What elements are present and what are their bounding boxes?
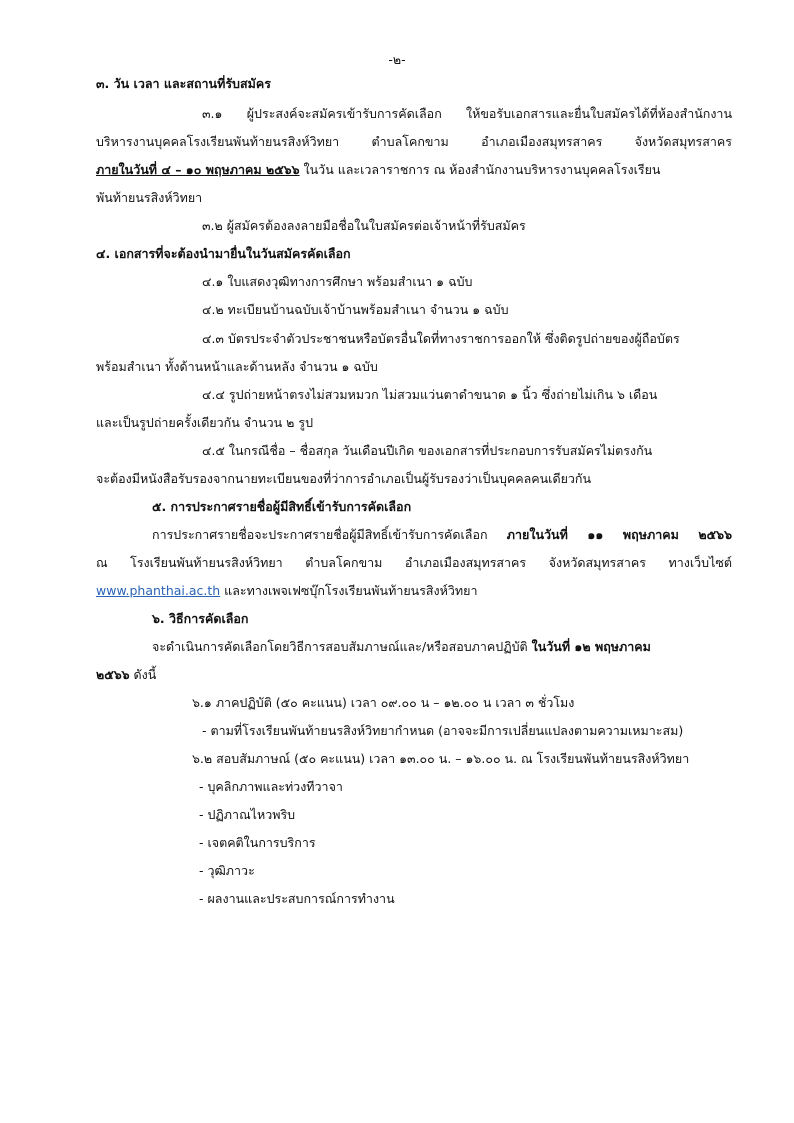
interview-exam: ๖.๒ สอบสัมภาษณ์ (๕๐ คะแนน) เวลา ๑๓.๐๐ น. – ๑๖.๐๐ น. ณ โรงเรียนพันท้ายนรสิงห์วิทยา (192, 751, 690, 766)
section-6-line1-text: จะดำเนินการคัดเลือกโดยวิธีการสอบสัมภาษณ์และ/หรือสอบภาคปฏิบัติ (152, 639, 532, 654)
section-3-1-line1: ๓.๑ ผู้ประสงค์จะสมัครเข้ารับการคัดเลือก ให้ขอรับเอกสารและยื่นใบสมัครได้ที่ห้องสำนักงาน (202, 106, 732, 121)
interview-criterion: - ปฏิภาณไหวพริบ (199, 807, 296, 822)
doc-item-4-1: ๔.๑ ใบแสดงวุฒิทางการศึกษา พร้อมสำเนา ๑ ฉบับ (202, 274, 473, 289)
page-number: -๒- (388, 52, 406, 67)
selection-year: ๒๕๖๖ (96, 667, 130, 682)
doc-item-4-4-line2: และเป็นรูปถ่ายครั้งเดียวกัน จำนวน ๒ รูป (96, 415, 314, 430)
interview-criterion: - เจตคติในการบริการ (199, 835, 316, 850)
section-4-heading: ๔. เอกสารที่จะต้องนำมายื่นในวันสมัครคัดเลือก (96, 246, 351, 261)
section-5-line3-rest: และทางเพจเฟซบุ๊กโรงเรียนพันท้ายนรสิงห์วิทยา (220, 583, 478, 598)
section-6-line2-rest: ดังนี้ (129, 667, 157, 682)
section-5-line1 (152, 525, 732, 545)
selection-date: ในวันที่ ๑๒ พฤษภาคม (531, 639, 651, 654)
section-5-line1-text: การประกาศรายชื่อจะประกาศรายชื่อผู้มีสิทธิ์เข้ารับการคัดเลือก (152, 527, 507, 542)
doc-item-4-3-line2: พร้อมสำเนา ทั้งด้านหน้าและด้านหลัง จำนวน ๑ ฉบับ (96, 359, 378, 374)
doc-item-4-5-line2: จะต้องมีหนังสือรับรองจากนายทะเบียนของที่ว่าการอำเภอเป็นผู้รับรองว่าเป็นบุคคลคนเดียวกัน (96, 471, 592, 486)
section-6-heading: ๖. วิธีการคัดเลือก (152, 611, 249, 626)
section-6-line1 (152, 637, 651, 657)
doc-item-4-2: ๔.๒ ทะเบียนบ้านฉบับเจ้าบ้านพร้อมสำเนา จำนวน ๑ ฉบับ (202, 302, 509, 317)
website-link[interactable]: www.phanthai.ac.th (96, 583, 221, 598)
practical-exam: ๖.๑ ภาคปฏิบัติ (๕๐ คะแนน) เวลา ๐๙.๐๐ น – ๑๒.๐๐ น เวลา ๓ ชั่วโมง (192, 695, 575, 710)
interview-criterion: - วุฒิภาวะ (199, 863, 255, 878)
doc-item-4-5-line1: ๔.๕ ในกรณีชื่อ – ชื่อสกุล วันเดือนปีเกิด ของเอกสารที่ประกอบการรับสมัครไม่ตรงกัน (202, 443, 653, 458)
section-3-2: ๓.๒ ผู้สมัครต้องลงลายมือชื่อในใบสมัครต่อเจ้าหน้าที่รับสมัคร (202, 218, 526, 233)
doc-item-4-3-line1: ๔.๓ บัตรประจำตัวประชาชนหรือบัตรอื่นใดที่ทางราชการออกให้ ซึ่งติดรูปถ่ายของผู้ถือบัตร (202, 331, 680, 346)
section-6-line2 (96, 665, 156, 685)
section-3-1-line2: บริหารงานบุคคลโรงเรียนพันท้ายนรสิงห์วิทยา ตำบลโคกขาม อำเภอเมืองสมุทรสาคร จังหวัดสมุทรสาคร (96, 134, 732, 149)
section-3-1-line3 (96, 160, 660, 180)
interview-criterion: - ผลงานและประสบการณ์การทำงาน (199, 891, 395, 906)
announcement-date: ภายในวันที่ ๑๑ พฤษภาคม ๒๕๖๖ (506, 527, 733, 542)
section-3-heading: ๓. วัน เวลา และสถานที่รับสมัคร (96, 76, 271, 91)
section-5-heading: ๕. การประกาศรายชื่อผู้มีสิทธิ์เข้ารับการคัดเลือก (152, 499, 412, 514)
practical-exam-note: - ตามที่โรงเรียนพันท้ายนรสิงห์วิทยากำหนด (อาจจะมีการเปลี่ยนแปลงตามความเหมาะสม) (202, 723, 684, 738)
interview-criterion: - บุคลิกภาพและท่วงทีวาจา (199, 779, 343, 794)
registration-period: ภายในวันที่ ๔ – ๑๐ พฤษภาคม ๒๕๖๖ (96, 162, 300, 177)
section-5-line2: ณ โรงเรียนพันท้ายนรสิงห์วิทยา ตำบลโคกขาม อำเภอเมืองสมุทรสาคร จังหวัดสมุทรสาคร ทางเว็บไซต์ (96, 555, 732, 570)
section-3-1-line3-rest: ในวัน และเวลาราชการ ณ ห้องสำนักงานบริหารงานบุคคลโรงเรียน (299, 162, 661, 177)
doc-item-4-4-line1: ๔.๔ รูปถ่ายหน้าตรงไม่สวมหมวก ไม่สวมแว่นตาดำขนาด ๑ นิ้ว ซึ่งถ่ายไม่เกิน ๖ เดือน (202, 387, 658, 402)
section-5-line3 (96, 581, 478, 601)
section-3-1-line4: พันท้ายนรสิงห์วิทยา (96, 190, 203, 205)
